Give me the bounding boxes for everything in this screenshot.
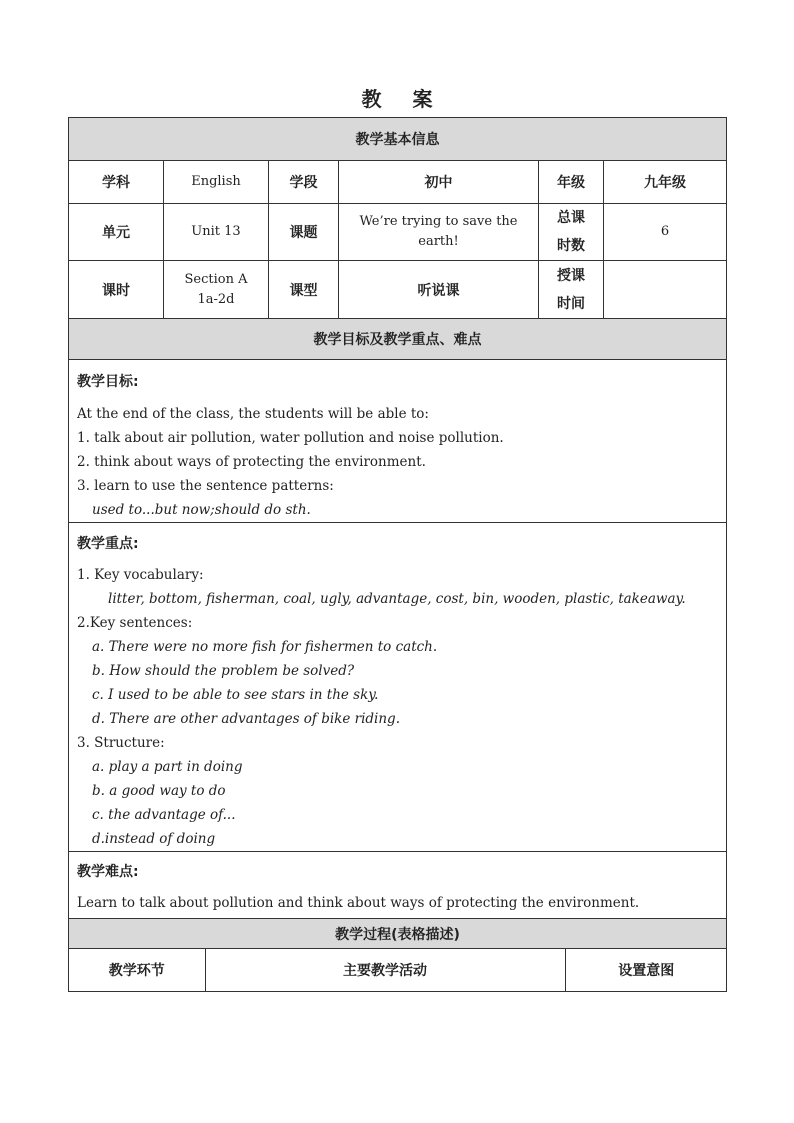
period-value-line1: Section A: [184, 271, 248, 287]
key-points-section: [69, 523, 727, 852]
objectives-heading: 教学目标:: [77, 374, 139, 390]
total-hours-label-line2: 时数: [557, 238, 585, 254]
key-points-heading: 教学重点:: [77, 536, 139, 552]
difficulties-heading: 教学难点:: [77, 864, 139, 880]
period-value-line2: 1a-2d: [197, 291, 235, 307]
sentences-label: 2.Key sentences:: [77, 615, 193, 631]
process-columns: [69, 949, 727, 992]
lesson-plan-table: [68, 117, 727, 992]
structure-item: b. a good way to do: [92, 783, 226, 799]
teaching-time-label-line1: 授课: [557, 267, 585, 284]
total-hours-label-line1: 总课: [557, 210, 585, 226]
stage-value: 初中: [339, 161, 539, 204]
topic-label: 课题: [269, 204, 339, 261]
key-sentence: c. I used to be able to see stars in the sky.: [92, 687, 379, 703]
grade-label: 年级: [539, 161, 604, 204]
structure-item: c. the advantage of...: [92, 807, 236, 823]
teaching-time-value: [604, 261, 727, 319]
type-label: 课型: [269, 261, 339, 319]
process-header: 教学过程(表格描述): [69, 919, 727, 949]
difficulties-section: [69, 852, 727, 919]
objective-line: 1. talk about air pollution, water pollution and noise pollution.: [77, 430, 504, 446]
goals-header: 教学目标及教学重点、难点: [69, 319, 727, 360]
structure-label: 3. Structure:: [77, 735, 165, 751]
grade-value: 九年级: [604, 161, 727, 204]
vocab-label: 1. Key vocabulary:: [77, 567, 204, 583]
objective-line: At the end of the class, the students will be able to:: [77, 406, 429, 422]
teaching-time-label: [539, 261, 604, 319]
page-title: 教 案: [361, 87, 445, 111]
structure-item: d.instead of doing: [92, 831, 216, 847]
key-sentence: a. There were no more fish for fishermen to catch.: [92, 639, 438, 655]
unit-value: Unit 13: [164, 204, 269, 261]
topic-value: We’re trying to save the earth!: [339, 204, 539, 261]
type-value: 听说课: [339, 261, 539, 319]
teaching-time-label-line2: 时间: [557, 295, 585, 312]
key-sentence: d. There are other advantages of bike riding.: [92, 711, 400, 727]
subject-value: English: [164, 161, 269, 204]
difficulties-text: Learn to talk about pollution and think about ways of protecting the environment.: [77, 895, 640, 911]
objective-line: 2. think about ways of protecting the environment.: [77, 454, 426, 470]
total-hours-label: [539, 204, 604, 261]
process-col-activities: 主要教学活动: [205, 949, 565, 991]
vocab-list: litter, bottom, fisherman, coal, ugly, advantage, cost, bin, wooden, plastic, takeaway.: [108, 591, 686, 607]
period-value: [164, 261, 269, 319]
process-col-intent: 设置意图: [565, 949, 727, 991]
structure-item: a. play a part in doing: [92, 759, 243, 775]
unit-label: 单元: [69, 204, 164, 261]
total-hours-value: 6: [604, 204, 727, 261]
subject-label: 学科: [69, 161, 164, 204]
basic-info-header: 教学基本信息: [69, 118, 727, 161]
objectives-section: [69, 360, 727, 523]
objective-line: 3. learn to use the sentence patterns:: [77, 478, 334, 494]
period-label: 课时: [69, 261, 164, 319]
key-sentence: b. How should the problem be solved?: [92, 663, 355, 679]
process-col-stage: 教学环节: [108, 963, 165, 979]
stage-label: 学段: [269, 161, 339, 204]
objective-pattern: used to...but now;should do sth.: [92, 502, 311, 518]
